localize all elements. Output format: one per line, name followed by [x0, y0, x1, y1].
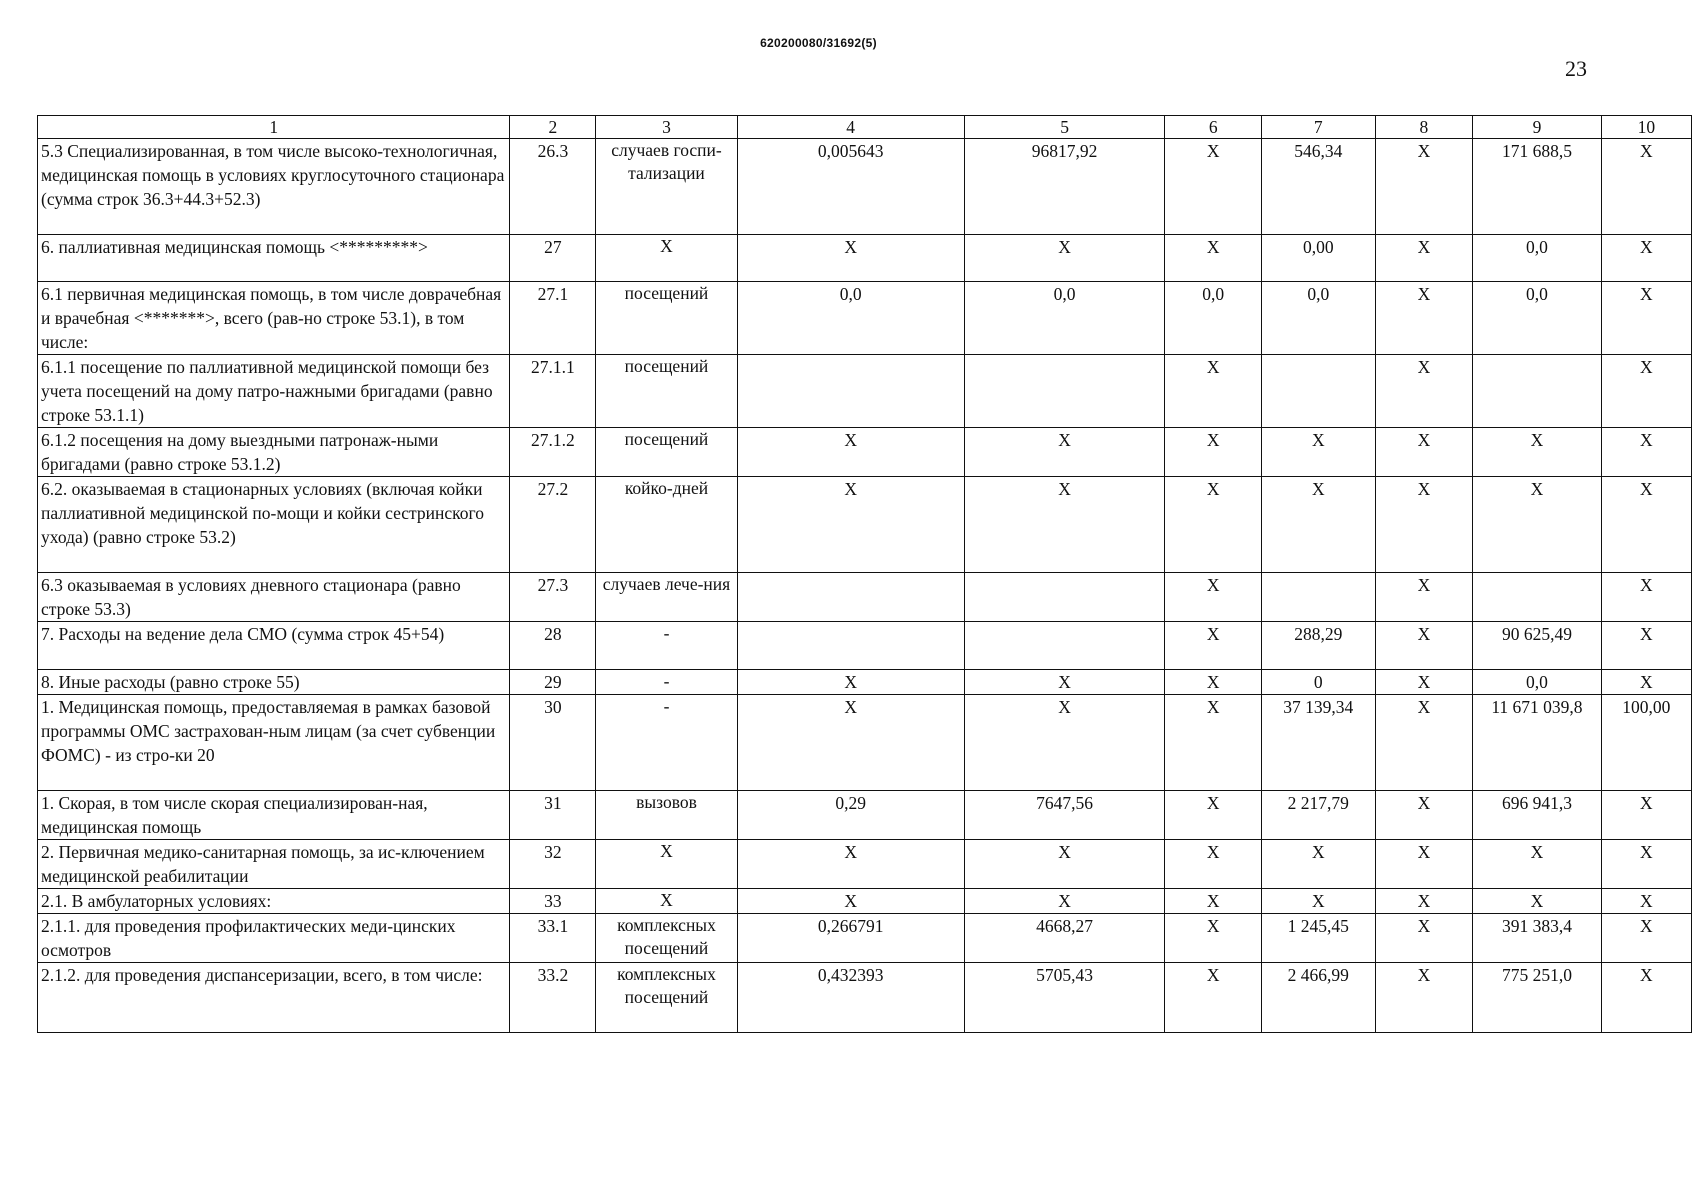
cell-col-6: X [1165, 840, 1262, 889]
column-header: 6 [1165, 116, 1262, 139]
cell-col-5: X [964, 477, 1165, 573]
cell-col-5: X [964, 428, 1165, 477]
row-code: 33.1 [510, 914, 596, 963]
row-unit: - [596, 695, 737, 791]
column-header: 1 [38, 116, 510, 139]
row-code: 33 [510, 889, 596, 914]
cell-col-8: X [1375, 622, 1473, 670]
cell-col-5: X [964, 840, 1165, 889]
cell-col-7: 37 139,34 [1261, 695, 1375, 791]
row-unit: койко-дней [596, 477, 737, 573]
cell-col-4: X [737, 695, 964, 791]
row-unit: - [596, 670, 737, 695]
column-header: 3 [596, 116, 737, 139]
row-description: 6. паллиативная медицинская помощь <*********> [38, 235, 510, 282]
cell-col-4: X [737, 670, 964, 695]
cell-col-10: X [1601, 428, 1691, 477]
cell-col-9: 0,0 [1473, 670, 1601, 695]
cell-col-4: 0,266791 [737, 914, 964, 963]
cell-col-4: X [737, 840, 964, 889]
cell-col-7: 1 245,45 [1261, 914, 1375, 963]
header-row [38, 116, 1692, 139]
row-description: 6.1 первичная медицинская помощь, в том числе доврачебная и врачебная <*******>, всего (рав-но строке 53.1), в том числе: [38, 282, 510, 355]
cell-col-10: X [1601, 355, 1691, 428]
cell-col-5 [964, 622, 1165, 670]
cell-col-4 [737, 573, 964, 622]
row-code: 27.1.1 [510, 355, 596, 428]
row-description: 1. Медицинская помощь, предоставляемая в рамках базовой программы ОМС застрахован-ным лицам (за счет субвенции ФОМС) - из стро-ки 20 [38, 695, 510, 791]
row-code: 27.2 [510, 477, 596, 573]
column-header: 2 [510, 116, 596, 139]
table-row [38, 889, 1692, 914]
row-code: 28 [510, 622, 596, 670]
row-code: 26.3 [510, 139, 596, 235]
row-code: 33.2 [510, 963, 596, 1033]
table-row [38, 235, 1692, 282]
table-row [38, 428, 1692, 477]
row-code: 31 [510, 791, 596, 840]
cell-col-4 [737, 355, 964, 428]
cell-col-5: X [964, 235, 1165, 282]
cell-col-10: X [1601, 477, 1691, 573]
cell-col-10: X [1601, 840, 1691, 889]
table-row [38, 791, 1692, 840]
table-row [38, 355, 1692, 428]
cell-col-5 [964, 573, 1165, 622]
column-header: 9 [1473, 116, 1601, 139]
row-description: 6.1.2 посещения на дому выездными патронаж-ными бригадами (равно строке 53.1.2) [38, 428, 510, 477]
cell-col-8: X [1375, 914, 1473, 963]
cell-col-7 [1261, 573, 1375, 622]
document-id: 620200080/31692(5) [760, 36, 877, 50]
cell-col-6: X [1165, 428, 1262, 477]
cell-col-6: X [1165, 573, 1262, 622]
table-body [38, 139, 1692, 1033]
cell-col-8: X [1375, 477, 1473, 573]
cell-col-10: X [1601, 670, 1691, 695]
row-unit: случаев госпи-тализации [596, 139, 737, 235]
cell-col-5: 96817,92 [964, 139, 1165, 235]
cell-col-6: X [1165, 791, 1262, 840]
cell-col-10: X [1601, 235, 1691, 282]
row-description: 2.1.1. для проведения профилактических меди-цинских осмотров [38, 914, 510, 963]
row-code: 32 [510, 840, 596, 889]
row-description: 2.1. В амбулаторных условиях: [38, 889, 510, 914]
row-unit: посещений [596, 428, 737, 477]
cell-col-5: 7647,56 [964, 791, 1165, 840]
cell-col-7: 2 217,79 [1261, 791, 1375, 840]
cell-col-4: 0,29 [737, 791, 964, 840]
table-row [38, 840, 1692, 889]
cell-col-5: 4668,27 [964, 914, 1165, 963]
cell-col-10: X [1601, 791, 1691, 840]
cell-col-9: X [1473, 477, 1601, 573]
cell-col-6: X [1165, 622, 1262, 670]
row-description: 7. Расходы на ведение дела СМО (сумма строк 45+54) [38, 622, 510, 670]
table-row [38, 670, 1692, 695]
row-unit: комплексных посещений [596, 914, 737, 963]
cell-col-10: X [1601, 573, 1691, 622]
page-number: 23 [1565, 56, 1587, 81]
row-unit: X [596, 235, 737, 282]
table-row [38, 573, 1692, 622]
cell-col-8: X [1375, 695, 1473, 791]
cell-col-6: 0,0 [1165, 282, 1262, 355]
cell-col-9: 0,0 [1473, 235, 1601, 282]
row-unit: посещений [596, 355, 737, 428]
cell-col-9: X [1473, 889, 1601, 914]
row-description: 1. Скорая, в том числе скорая специализирован-ная, медицинская помощь [38, 791, 510, 840]
cell-col-6: X [1165, 889, 1262, 914]
cell-col-7: X [1261, 889, 1375, 914]
cell-col-8: X [1375, 139, 1473, 235]
row-description: 2.1.2. для проведения диспансеризации, всего, в том числе: [38, 963, 510, 1033]
row-description: 8. Иные расходы (равно строке 55) [38, 670, 510, 695]
row-unit: посещений [596, 282, 737, 355]
table-row [38, 622, 1692, 670]
table-row [38, 139, 1692, 235]
cell-col-5: X [964, 889, 1165, 914]
cell-col-8: X [1375, 840, 1473, 889]
cell-col-9: 0,0 [1473, 282, 1601, 355]
row-code: 27.1.2 [510, 428, 596, 477]
cell-col-8: X [1375, 791, 1473, 840]
row-code: 30 [510, 695, 596, 791]
cell-col-6: X [1165, 695, 1262, 791]
cell-col-4 [737, 622, 964, 670]
cell-col-7: X [1261, 428, 1375, 477]
cell-col-9: X [1473, 840, 1601, 889]
cell-col-7: 2 466,99 [1261, 963, 1375, 1033]
cell-col-4: X [737, 477, 964, 573]
cell-col-10: X [1601, 914, 1691, 963]
cell-col-4: 0,0 [737, 282, 964, 355]
row-description: 6.2. оказываемая в стационарных условиях (включая койки паллиативной медицинской по-мощи и койки сестринского ухода) (равно строке 53.2) [38, 477, 510, 573]
cell-col-9: X [1473, 428, 1601, 477]
cell-col-9 [1473, 573, 1601, 622]
row-unit: вызовов [596, 791, 737, 840]
cell-col-6: X [1165, 235, 1262, 282]
cell-col-10: X [1601, 963, 1691, 1033]
table-row [38, 282, 1692, 355]
cell-col-9: 391 383,4 [1473, 914, 1601, 963]
cell-col-7: 546,34 [1261, 139, 1375, 235]
row-unit: X [596, 840, 737, 889]
row-code: 29 [510, 670, 596, 695]
cell-col-9: 171 688,5 [1473, 139, 1601, 235]
cell-col-9: 11 671 039,8 [1473, 695, 1601, 791]
table-row [38, 695, 1692, 791]
cell-col-9: 90 625,49 [1473, 622, 1601, 670]
row-description: 5.3 Специализированная, в том числе высоко-технологичная, медицинская помощь в условиях круглосуточного стационара (сумма строк 36.3+44.3+52.3) [38, 139, 510, 235]
cell-col-7: 0 [1261, 670, 1375, 695]
cell-col-7: X [1261, 477, 1375, 573]
cell-col-7: 0,0 [1261, 282, 1375, 355]
table-row [38, 914, 1692, 963]
cell-col-4: 0,005643 [737, 139, 964, 235]
row-description: 6.1.1 посещение по паллиативной медицинской помощи без учета посещений на дому патро-нажными бригадами (равно строке 53.1.1) [38, 355, 510, 428]
cell-col-8: X [1375, 428, 1473, 477]
cell-col-6: X [1165, 914, 1262, 963]
column-header: 8 [1375, 116, 1473, 139]
cell-col-5: 0,0 [964, 282, 1165, 355]
column-header: 10 [1601, 116, 1691, 139]
cell-col-10: X [1601, 282, 1691, 355]
cell-col-9 [1473, 355, 1601, 428]
cell-col-4: X [737, 428, 964, 477]
row-code: 27.3 [510, 573, 596, 622]
cell-col-6: X [1165, 355, 1262, 428]
cell-col-9: 696 941,3 [1473, 791, 1601, 840]
cell-col-7: 0,00 [1261, 235, 1375, 282]
row-code: 27.1 [510, 282, 596, 355]
cell-col-4: X [737, 235, 964, 282]
cell-col-9: 775 251,0 [1473, 963, 1601, 1033]
cell-col-7 [1261, 355, 1375, 428]
cell-col-7: 288,29 [1261, 622, 1375, 670]
cell-col-10: X [1601, 889, 1691, 914]
cell-col-10: X [1601, 139, 1691, 235]
column-header: 7 [1261, 116, 1375, 139]
cell-col-6: X [1165, 477, 1262, 573]
cell-col-8: X [1375, 355, 1473, 428]
cell-col-5: 5705,43 [964, 963, 1165, 1033]
row-unit: - [596, 622, 737, 670]
cell-col-6: X [1165, 139, 1262, 235]
cell-col-8: X [1375, 889, 1473, 914]
cell-col-4: 0,432393 [737, 963, 964, 1033]
cell-col-8: X [1375, 963, 1473, 1033]
cell-col-8: X [1375, 573, 1473, 622]
report-table [37, 115, 1692, 1033]
row-description: 2. Первичная медико-санитарная помощь, за ис-ключением медицинской реабилитации [38, 840, 510, 889]
column-header: 4 [737, 116, 964, 139]
table-row [38, 477, 1692, 573]
cell-col-8: X [1375, 282, 1473, 355]
cell-col-5: X [964, 695, 1165, 791]
cell-col-8: X [1375, 670, 1473, 695]
table-row [38, 963, 1692, 1033]
column-header: 5 [964, 116, 1165, 139]
cell-col-6: X [1165, 670, 1262, 695]
cell-col-6: X [1165, 963, 1262, 1033]
cell-col-8: X [1375, 235, 1473, 282]
cell-col-10: 100,00 [1601, 695, 1691, 791]
row-unit: комплексных посещений [596, 963, 737, 1033]
cell-col-4: X [737, 889, 964, 914]
cell-col-10: X [1601, 622, 1691, 670]
cell-col-5 [964, 355, 1165, 428]
cell-col-5: X [964, 670, 1165, 695]
row-code: 27 [510, 235, 596, 282]
cell-col-7: X [1261, 840, 1375, 889]
row-unit: X [596, 889, 737, 914]
row-unit: случаев лече-ния [596, 573, 737, 622]
row-description: 6.3 оказываемая в условиях дневного стационара (равно строке 53.3) [38, 573, 510, 622]
